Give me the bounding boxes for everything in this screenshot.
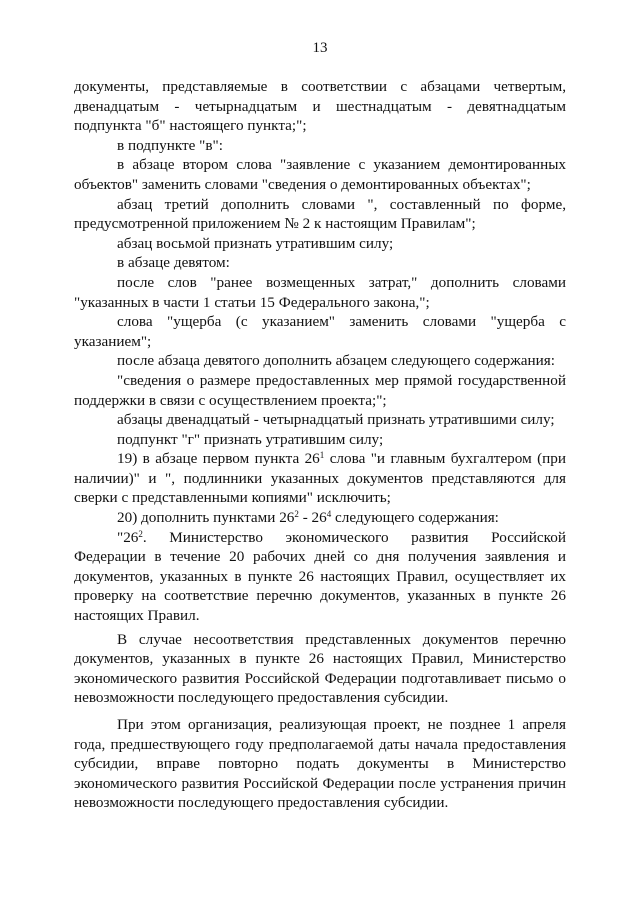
paragraph-eighth-abzac: абзац восьмой признать утратившим силу; (117, 234, 394, 252)
page-number: 13 (312, 40, 328, 56)
point-26-2-before: "26 (117, 528, 139, 546)
paragraph-ninth-abzac: в абзаце девятом: (117, 254, 230, 272)
point-26-2-after: . Министерство экономического развития Российской Федерации в течение 20 рабочих дней со дня получения заявления и документов, указанных в пункте 26 настоящих Правил, осуществляет их проверку на соответствие перечню документов, указанных в пункте 26 настоящих Правил. (74, 528, 566, 625)
document-body (74, 77, 566, 813)
item-20-before: 20) дополнить пунктами 26 (117, 509, 295, 527)
paragraph-after-ninth: после абзаца девятого дополнить абзацем следующего содержания: (117, 352, 555, 370)
paragraph-words-damage: слова "ущерба (с указанием" заменить словами "ущерба с указанием"; (74, 313, 566, 350)
paragraph-support-info: "сведения о размере предоставленных мер прямой государственной поддержки в связи с осуществлением проекта;"; (74, 371, 566, 409)
paragraph-third-abzac: абзац третий дополнить словами ", составленный по форме, предусмотренной приложением № 2 к настоящим Правилам"; (74, 195, 566, 233)
paragraph-point-26-2 (74, 528, 566, 626)
item-19-after: слова "и главным бухгалтером (при наличии)" и ", подлинники указанных документов представляются для сверки с представленными копиями" исключить; (74, 450, 566, 507)
item-19-superscript: 1 (319, 450, 325, 461)
paragraph-abzacs-12-14: абзацы двенадцатый - четырнадцатый признать утратившими силу; (117, 411, 555, 429)
paragraph-documents-list: документы, представляемые в соответствии с абзацами четвертым, двенадцатым - четырнадцатым и шестнадцатым - девятнадцатым подпункта "б" настоящего пункта;"; (74, 78, 566, 135)
item-20-middle: - 26 (298, 509, 327, 527)
paragraph-second-abzac: в абзаце втором слова "заявление с указанием демонтированных объектов" заменить словами "сведения о демонтированных объектах"; (74, 156, 566, 193)
paragraph-resubmission: При этом организация, реализующая проект, не позднее 1 апреля года, предшествующего году предполагаемой даты начала предоставления субсидии, вправе повторно подать документы в Министерство экономического развития Российской Федерации после устранения причин невозможности последующего предоставления субсидии. (74, 716, 566, 812)
point-26-2-superscript: 2 (138, 528, 143, 539)
paragraph-item-20 (74, 508, 566, 528)
paragraph-subpoint-g: подпункт "г" признать утратившим силу; (117, 430, 384, 448)
item-19-before: 19) в абзаце первом пункта 26 (117, 450, 320, 468)
item-20-superscript-1: 2 (294, 509, 299, 520)
item-20-after: следующего содержания: (331, 509, 499, 527)
paragraph-mismatch-case: В случае несоответствия представленных документов перечню документов, указанных в пункте 26 настоящих Правил, Министерство экономического развития Российской Федерации подготавливает письмо о невозможности последующего предоставления субсидии. (74, 630, 566, 707)
item-20-superscript-2: 4 (326, 509, 332, 520)
paragraph-subpoint-v: в подпункте "в": (117, 136, 223, 154)
paragraph-after-words: после слов "ранее возмещенных затрат," дополнить словами "указанных в части 1 статьи 15 Федерального закона,"; (74, 273, 566, 311)
paragraph-item-19 (74, 449, 566, 508)
